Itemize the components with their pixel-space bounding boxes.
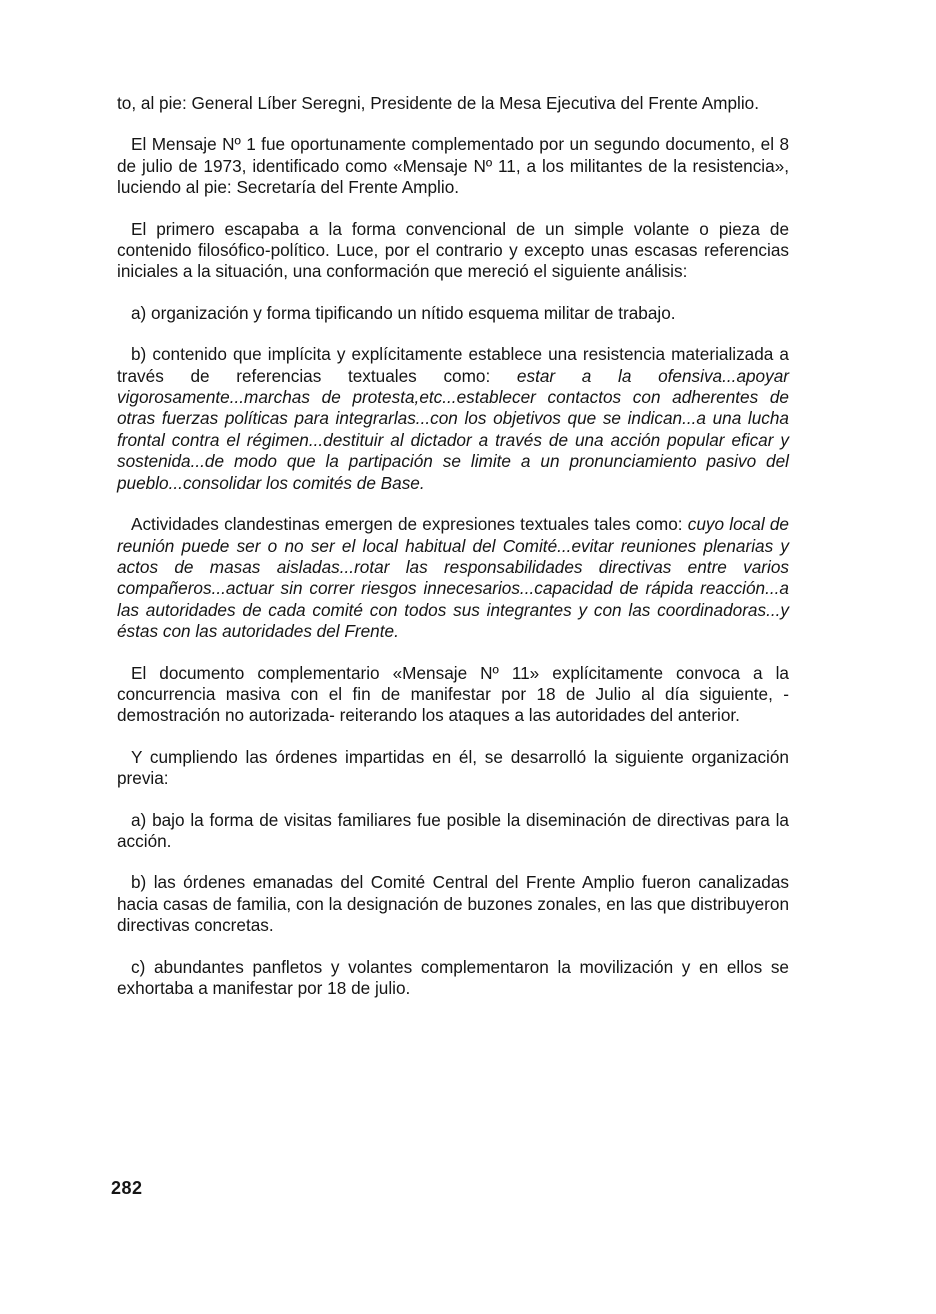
paragraph-actividades	[117, 514, 789, 642]
quoted-text-italic: estar a la ofensiva...apoyar vigorosamente...marchas de protesta,etc...establecer contactos con adherentes de otras fuerzas políticas para integrarlas...con los objetivos que se indican...a una lucha frontal contra el régimen...destituir al dictador a través de una acción popular eficar y sostenida...de modo que la partipación se limite a un pronunciamiento pasivo del pueblo...consolidar los comités de Base.	[117, 365, 789, 493]
paragraph-text: El Mensaje Nº 1 fue oportunamente complementado por un segundo documento, el 8 de julio de 1973, identificado como «Mensaje Nº 11, a los militantes de la resistencia», luciendo al pie: Secretaría del Frente Amplio.	[117, 134, 789, 198]
document-page	[117, 93, 789, 999]
paragraph-analysis-intro	[117, 219, 789, 283]
paragraph-text: c) abundantes panfletos y volantes complementaron la movilización y en ellos se exhortaba a manifestar por 18 de julio.	[117, 956, 789, 998]
paragraph-text: El documento complementario «Mensaje Nº 11» explícitamente convoca a la concurrencia masiva con el fin de manifestar por 18 de Julio al día siguiente, -demostración no autorizada- reiterando los ataques a las autoridades del anterior.	[117, 662, 789, 726]
paragraph-mensaje-11	[117, 134, 789, 198]
paragraph-text: Y cumpliendo las órdenes impartidas en él, se desarrolló la siguiente organización previa:	[117, 746, 789, 789]
paragraph-text: b) las órdenes emanadas del Comité Central del Frente Amplio fueron canalizadas hacia casas de familia, con la designación de buzones zonales, en las que distribuyeron directivas concretas.	[117, 872, 789, 936]
list-item-b-ordenes	[117, 872, 789, 936]
list-item-b-contenido	[117, 344, 789, 494]
paragraph-text: El primero escapaba a la forma convencional de un simple volante o pieza de contenido filosófico-político. Luce, por el contrario y excepto unas escasas referencias iniciales a la situación, una conformación que mereció el siguiente análisis:	[117, 218, 789, 282]
paragraph-text: Actividades clandestinas emergen de expresiones textuales tales como:	[131, 514, 688, 535]
paragraph-documento-complementario	[117, 663, 789, 727]
list-item-a-organizacion	[117, 303, 789, 324]
paragraph-continuation	[117, 93, 789, 114]
paragraph-text: to, al pie: General Líber Seregni, Presidente de la Mesa Ejecutiva del Frente Amplio.	[117, 93, 760, 113]
paragraph-organizacion-previa	[117, 747, 789, 790]
paragraph-text: a) organización y forma tipificando un nítido esquema militar de trabajo.	[131, 302, 676, 323]
paragraph-text: b) contenido que implícita y explícitamente establece una resistencia materializada a través de referencias textuales como:	[117, 344, 789, 386]
list-item-a-visitas	[117, 810, 789, 853]
paragraph-text: a) bajo la forma de visitas familiares fue posible la diseminación de directivas para la acción.	[117, 809, 789, 851]
quoted-text-italic: cuyo local de reunión puede ser o no ser el local habitual del Comité...evitar reuniones plenarias y actos de masas aisladas...rotar las responsabilidades directivas entre varios compañeros...actuar sin correr riesgos innecesarios...capacidad de rápida reacción...a las autoridades de cada comité con todos sus integrantes y con las coordinadoras...y éstas con las autoridades del Frente.	[117, 514, 789, 642]
page-number: 282	[111, 1178, 143, 1198]
list-item-c-panfletos	[117, 957, 789, 1000]
